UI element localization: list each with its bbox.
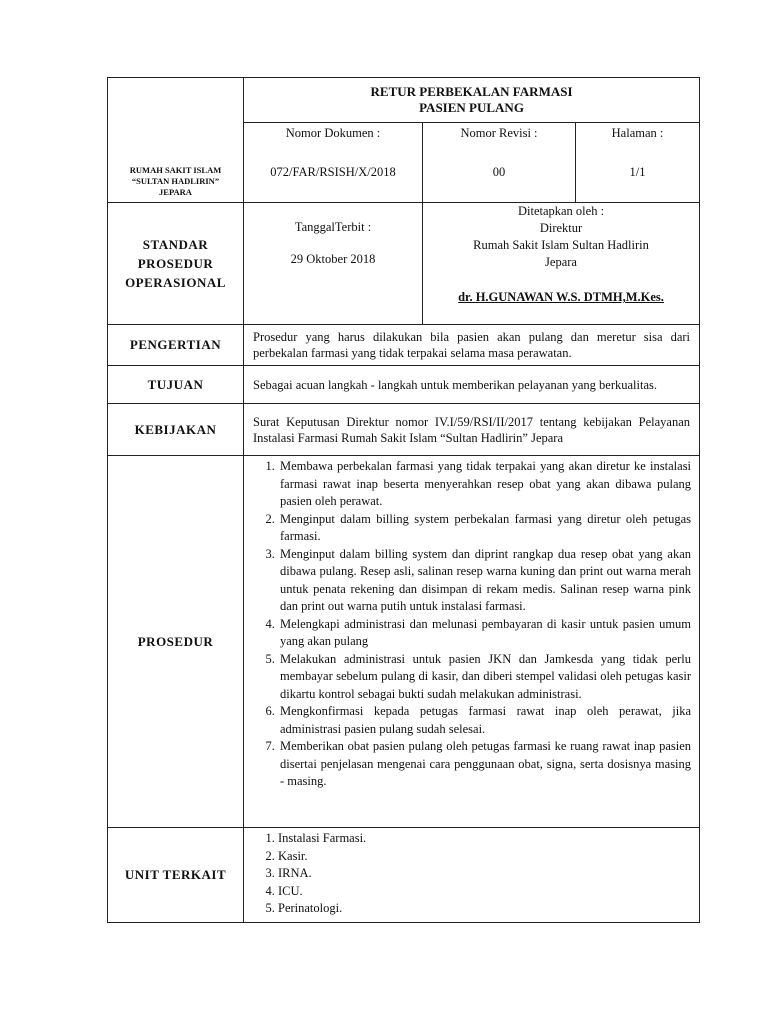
nomor-revisi-cell bbox=[423, 123, 576, 203]
prosedur-step: 3. Menginput dalam billing system dan diprint rangkap dua resep obat yang akan dibawa pulang. Resep asli, salinan resep warna kuning dan print out warna merah untuk penata rekening dan disimpan di rekam medis. Salinan resep warna pink dan print out warna putih untuk instalasi farmasi. bbox=[278, 546, 691, 616]
nomor-revisi-value: 00 bbox=[492, 165, 506, 179]
nomor-dokumen-label: Nomor Dokumen : bbox=[285, 126, 381, 140]
ditetapkan-line-4: Jepara bbox=[545, 255, 577, 269]
unit-item: 2. Kasir. bbox=[278, 848, 691, 866]
pengertian-label: PENGERTIAN bbox=[108, 325, 244, 366]
nomor-dokumen-cell bbox=[244, 123, 423, 203]
halaman-label: Halaman : bbox=[611, 126, 664, 140]
tanggal-terbit-cell bbox=[244, 203, 423, 325]
prosedur-step: 5. Melakukan administrasi untuk pasien JKN dan Jamkesda yang tidak perlu membayar sebelum pulang di kasir, dan diberi stempel validasi oleh petugas kasir dikartu kontrol sebagai bukti sudah melakukan administrasi. bbox=[278, 651, 691, 704]
tujuan-text: Sebagai acuan langkah - langkah untuk memberikan pelayanan yang berkualitas. bbox=[244, 366, 700, 404]
ditetapkan-line-2: Direktur bbox=[539, 221, 583, 235]
prosedur-step: 7. Memberikan obat pasien pulang oleh petugas farmasi ke ruang rawat inap pasien disertai penjelasan mengenai cara penggunaan obat, signa, serta dosisnya masing - masing. bbox=[278, 738, 691, 791]
unit-terkait-label: UNIT TERKAIT bbox=[108, 828, 244, 923]
title-line-2: PASIEN PULANG bbox=[419, 100, 524, 115]
pengertian-text: Prosedur yang harus dilakukan bila pasien akan pulang dan meretur sisa dari perbekalan farmasi yang tidak terpakai selama masa perawatan. bbox=[244, 325, 700, 366]
prosedur-step: 6. Mengkonfirmasi kepada petugas farmasi rawat inap oleh perawat, jika administrasi pasien pulang sudah selesai. bbox=[278, 703, 691, 738]
kebijakan-label: KEBIJAKAN bbox=[108, 404, 244, 456]
sop-document bbox=[107, 77, 699, 923]
spo-label-line-2: PROSEDUR bbox=[137, 256, 214, 271]
unit-item: 5. Perinatologi. bbox=[278, 900, 691, 918]
ditetapkan-line-1: Ditetapkan oleh : bbox=[517, 204, 605, 218]
hospital-name-text: RUMAH SAKIT ISLAM “SULTAN HADLIRIN” JEPARA bbox=[129, 165, 222, 197]
prosedur-step: 4. Melengkapi administrasi dan melunasi pembayaran di kasir untuk pasien umum yang akan pulang bbox=[278, 616, 691, 651]
halaman-cell bbox=[576, 123, 700, 203]
document-title bbox=[244, 78, 700, 123]
title-line-1: RETUR PERBEKALAN FARMASI bbox=[370, 84, 573, 99]
hospital-name bbox=[108, 78, 244, 203]
prosedur-label: PROSEDUR bbox=[108, 456, 244, 828]
sop-table bbox=[107, 77, 700, 923]
tanggal-terbit-label: TanggalTerbit : bbox=[294, 220, 372, 234]
tujuan-label: TUJUAN bbox=[108, 366, 244, 404]
prosedur-step: 1. Membawa perbekalan farmasi yang tidak terpakai yang akan diretur ke instalasi farmasi rawat inap beserta menyerahkan resep obat yang akan dibawa pulang pasien oleh perawat. bbox=[278, 458, 691, 511]
kebijakan-text: Surat Keputusan Direktur nomor IV.I/59/RSI/II/2017 tentang kebijakan Pelayanan Instalasi Farmasi Rumah Sakit Islam “Sultan Hadlirin” Jepara bbox=[244, 404, 700, 456]
unit-terkait-list bbox=[252, 830, 691, 918]
signatory-name: dr. H.GUNAWAN W.S. DTMH,M.Kes. bbox=[458, 290, 664, 304]
ditetapkan-line-3: Rumah Sakit Islam Sultan Hadlirin bbox=[473, 238, 649, 252]
prosedur-step: 2. Menginput dalam billing system perbekalan farmasi yang diretur oleh petugas farmasi. bbox=[278, 511, 691, 546]
ditetapkan-cell bbox=[423, 203, 700, 325]
nomor-dokumen-value: 072/FAR/RSISH/X/2018 bbox=[270, 165, 396, 179]
halaman-value: 1/1 bbox=[629, 165, 646, 179]
unit-item: 1. Instalasi Farmasi. bbox=[278, 830, 691, 848]
prosedur-steps bbox=[244, 456, 700, 828]
spo-label bbox=[108, 203, 244, 325]
nomor-revisi-label: Nomor Revisi : bbox=[460, 126, 538, 140]
unit-terkait-cell bbox=[244, 828, 700, 923]
prosedur-list bbox=[252, 458, 691, 791]
unit-item: 3. IRNA. bbox=[278, 865, 691, 883]
tanggal-terbit-value: 29 Oktober 2018 bbox=[290, 252, 376, 266]
spo-label-line-1: STANDAR bbox=[142, 237, 209, 252]
spo-label-line-3: OPERASIONAL bbox=[125, 275, 226, 290]
unit-item: 4. ICU. bbox=[278, 883, 691, 901]
